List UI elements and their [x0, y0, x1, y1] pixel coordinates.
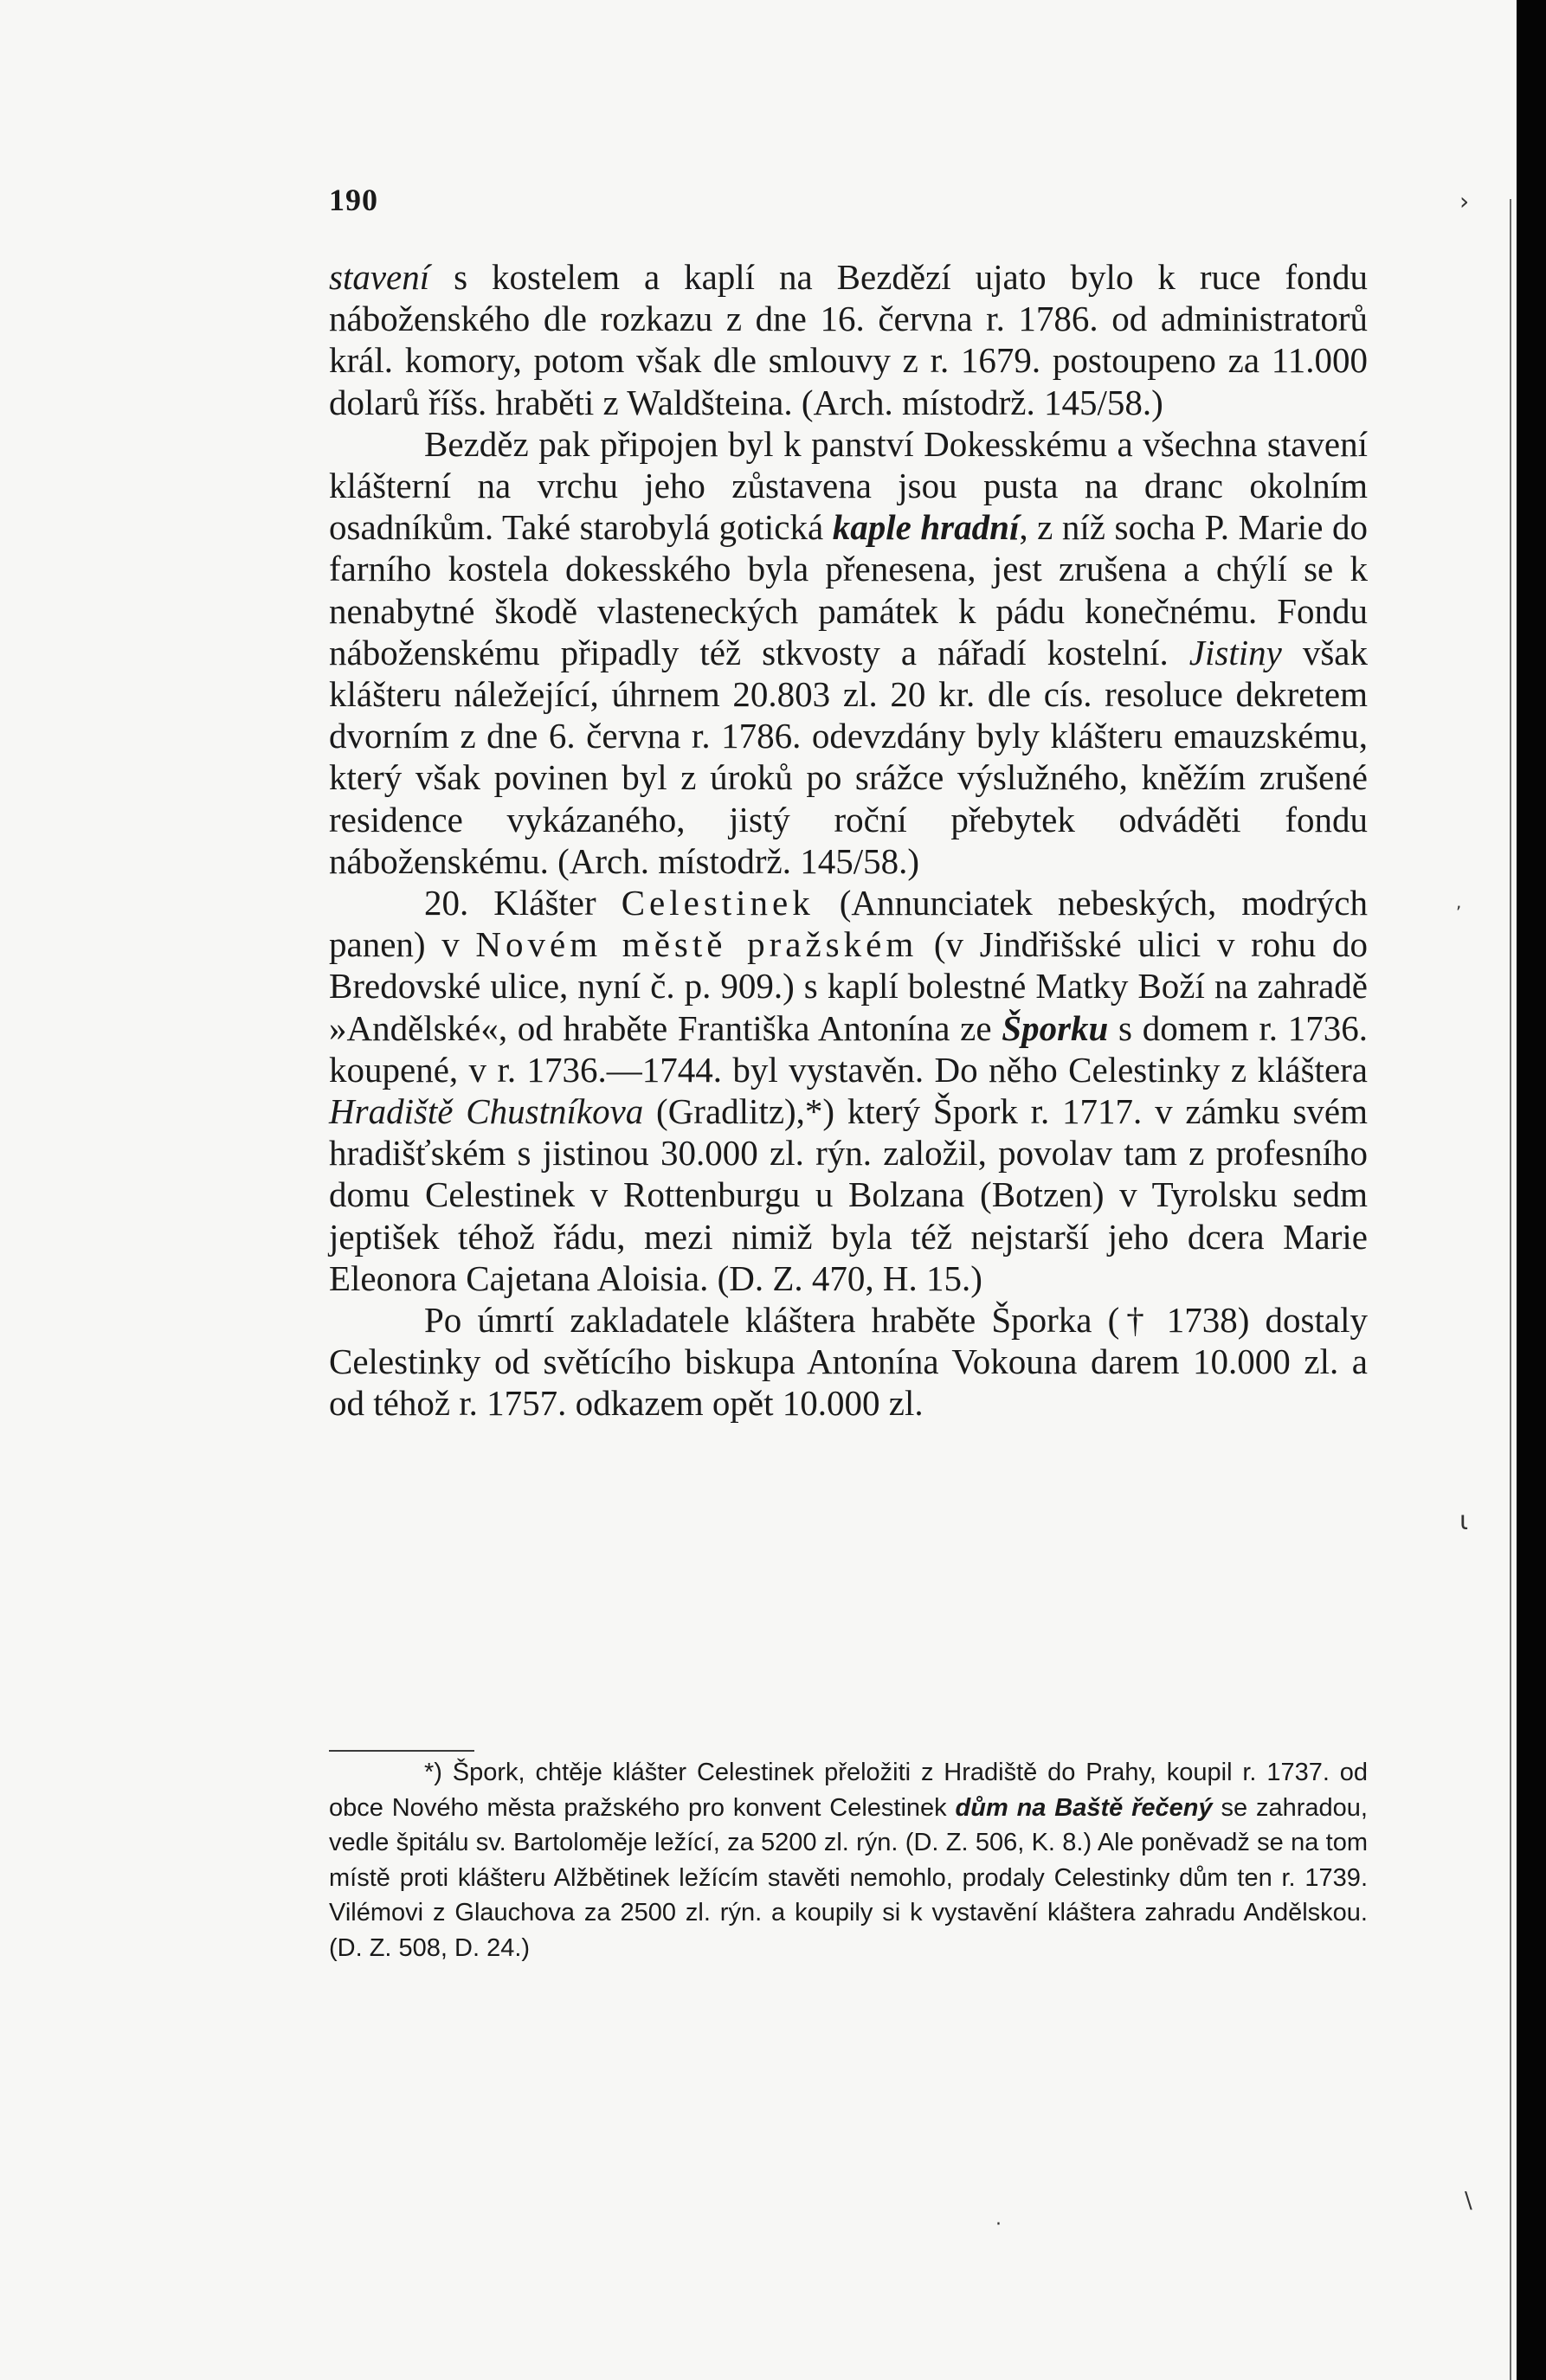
page-edge-line	[1510, 199, 1511, 2380]
scan-speck: ·	[995, 2214, 1002, 2235]
text-run: *) Špork, chtěje klášter Celestinek přeložiti z Hradiště do Prahy, koupil r. 1737. od obce Nového města pražského pro konvent Celestinek	[329, 1759, 1368, 1822]
body-text	[329, 256, 1368, 1425]
text-run: dům na Baště řečený	[955, 1793, 1213, 1822]
footnote	[329, 1755, 1368, 1965]
text-run: 20. Klášter	[424, 883, 622, 923]
scan-speck: ,	[1456, 891, 1462, 912]
page-number: 190	[329, 183, 378, 217]
paragraph	[329, 423, 1368, 882]
footnote-separator	[329, 1750, 474, 1752]
scan-border	[1517, 0, 1546, 2380]
paragraph	[329, 256, 1368, 423]
text-run: (v Jindřišské ulici v rohu do Bredovské ulice, nyní č. p. 909.) s kaplí bolestné Matky Boží na zahradě »Andělské«, od hraběte Františka Antonína ze	[329, 924, 1368, 1048]
scan-speck: ι	[1459, 1506, 1469, 1536]
text-run: kaple hradní	[832, 507, 1020, 548]
text-run: s kostelem a kaplí na Bezdězí ujato bylo k ruce fondu náboženského dle rozkazu z dne 16. června r. 1786. od administratorů král. komory, potom však dle smlouvy z r. 1679. postoupeno za 11.000 dolarů říšs. hraběti z Waldšteina. (Arch. místodrž. 145/58.)	[329, 257, 1368, 422]
paragraph	[329, 882, 1368, 1299]
scan-speck: \	[1465, 2188, 1472, 2214]
text-run: však klášteru náležející, úhrnem 20.803 zl. 20 kr. dle cís. resoluce dekretem dvorním z dne 6. června r. 1786. odevzdány byly klášteru emauzskému, který však povinen byl z úroků po srážce výslužného, kněžím zrušené residence vykázaného, jistý roční přebytek odváděti fondu náboženskému. (Arch. místodrž. 145/58.)	[329, 632, 1369, 881]
text-run: Hradiště Chustníkova	[329, 1091, 644, 1132]
scan-speck: ›	[1459, 187, 1470, 215]
text-run: Jistiny	[1188, 632, 1282, 672]
text-run: Šporku	[1002, 1007, 1109, 1048]
text-run: stavení	[329, 257, 430, 297]
text-run: se zahradou, vedle špitálu sv. Bartoloměje ležící, za 5200 zl. rýn. (D. Z. 506, K. 8.) Ale poněvadž se na tom místě proti klášteru Alžbětinek ležícím stavěti nemohlo, prodaly Celestinky dům ten r. 1739. Vilémovi z Glauchova za 2500 zl. rýn. a koupily si k vystavění kláštera zahradu Andělskou. (D. Z. 508, D. 24.)	[329, 1793, 1368, 1962]
text-run: Bezděz pak připojen byl k panství Dokesskému a všechna stavení klášterní na vrchu jeho zůstavena jsou pusta na dranc okolním osadníkům. Také starobylá gotická	[329, 423, 1368, 548]
text-run: Celestinek	[621, 883, 815, 923]
text-run: (Gradlitz),*) který Špork r. 1717. v zámku svém hradišťském s jistinou 30.000 zl. rýn. založil, povolav tam z profesního domu Celestinek v Rottenburgu u Bolzana (Botzen) v Tyrolsku sedm jeptišek téhož řádu, mezi nimiž byla též nejstarší jeho dcera Marie Eleonora Cajetana Aloisia. (D. Z. 470, H. 15.)	[329, 1091, 1368, 1298]
text-run: Po úmrtí zakladatele kláštera hraběte Šporka († 1738) dostaly Celestinky od světícího biskupa Antonína Vokouna darem 10.000 zl. a od téhož r. 1757. odkazem opět 10.000 zl.	[329, 1300, 1368, 1424]
text-run: Novém městě pražském	[475, 924, 918, 965]
text-run: , z níž socha P. Marie do farního kostela dokesského byla přenesena, jest zrušena a chýlí se k nenabytné škodě vlasteneckých památek k pádu konečnému. Fondu náboženskému připadly též stkvosty a nářadí kostelní.	[329, 507, 1368, 672]
paragraph	[329, 1299, 1368, 1425]
text-run: (Annunciatek nebeských, modrých panen) v	[329, 883, 1368, 965]
text-run: s domem r. 1736. koupené, v r. 1736.—1744. byl vystavěn. Do něho Celestinky z kláštera	[329, 1007, 1368, 1090]
